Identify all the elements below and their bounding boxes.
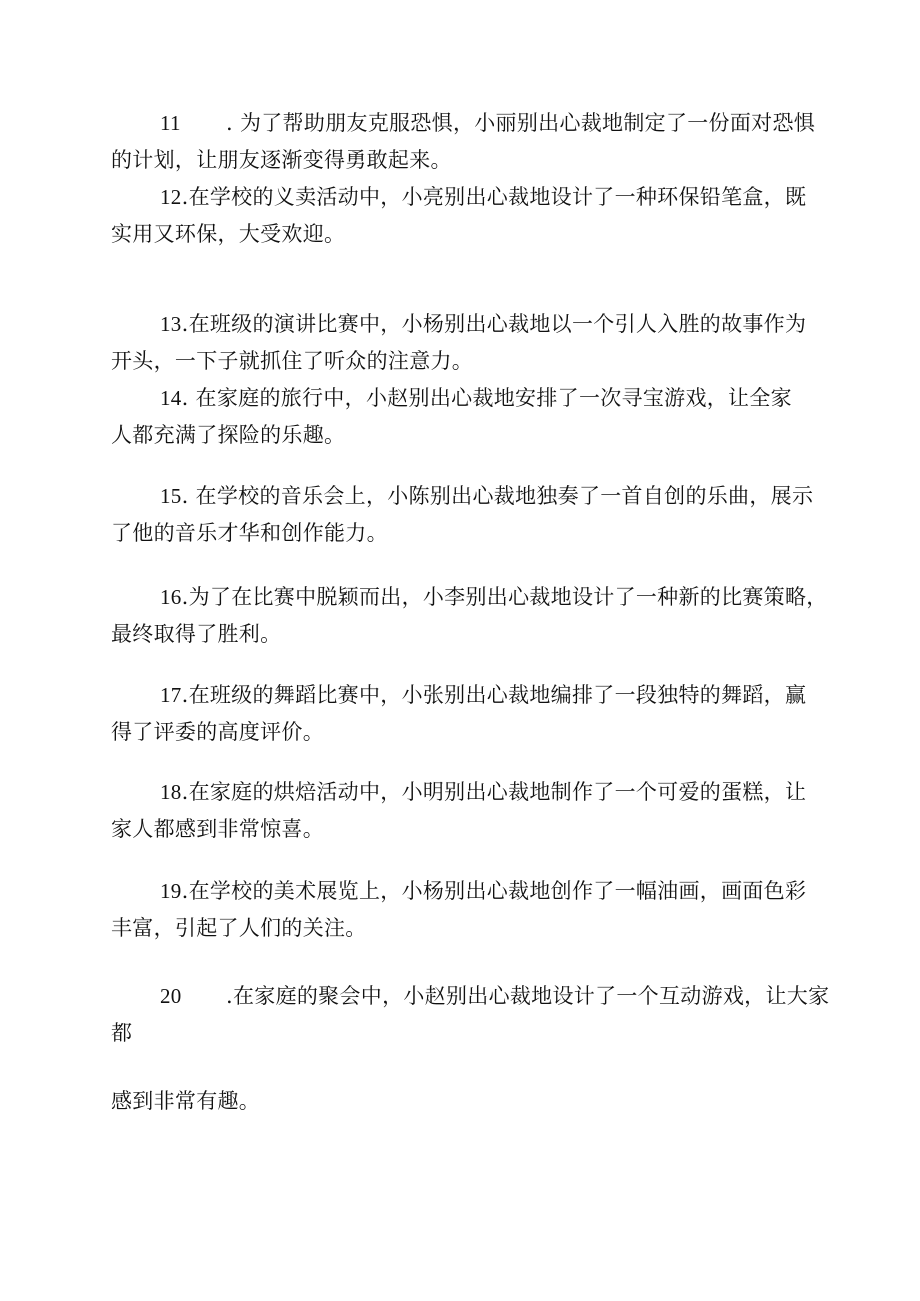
paragraph-line: 丰富，引起了人们的关注。 [111,916,367,940]
paragraph-line [111,774,817,811]
paragraph-text: . 在学校的音乐会上，小陈别出心裁地独奏了一首自创的乐曲，展示 [181,484,814,508]
item-number: 18 [160,780,182,804]
paragraph-line [111,873,817,910]
item-number: 13 [160,312,182,336]
paragraph-line [111,978,830,1015]
item-number: 20 [160,984,182,1008]
paragraph-line [111,306,817,343]
paragraph-text: .在班级的演讲比赛中，小杨别出心裁地以一个引人入胜的故事作为 [181,312,807,336]
paragraph-text: .为了在比赛中脱颖而出，小李别出心裁地设计了一种新的比赛策略， [181,585,828,609]
paragraph-15 [111,478,817,552]
paragraph-line: 实用又环保，大受欢迎。 [111,222,346,246]
paragraph-line: 得了评委的高度评价。 [111,720,324,744]
paragraph-19 [111,873,817,947]
paragraph-line: 都 [111,1021,133,1045]
paragraph-13 [111,306,817,380]
paragraph-text: .在学校的义卖活动中，小亮别出心裁地设计了一种环保铅笔盒，既 [181,185,807,209]
item-number: 17 [160,683,182,707]
item-number: 16 [160,585,182,609]
item-number: 15 [160,484,182,508]
item-number: 19 [160,879,182,903]
paragraph-line: 最终取得了胜利。 [111,622,282,646]
paragraph-14 [111,380,817,454]
paragraph-17 [111,677,817,751]
paragraph-line: 人都充满了探险的乐趣。 [111,423,346,447]
item-number: 14 [160,386,182,410]
paragraph-line [111,105,817,142]
paragraph-line [111,478,817,515]
paragraph-text: . 为了帮助朋友克服恐惧，小丽别出心裁地制定了一份面对恐惧 [226,111,816,135]
paragraph-12 [111,179,817,253]
paragraph-18 [111,774,817,848]
paragraph-line [111,579,828,616]
paragraph-line: 了他的音乐才华和创作能力。 [111,521,388,545]
paragraph-line: 感到非常有趣。 [111,1089,261,1113]
paragraph-11 [111,105,817,179]
paragraph-line [111,380,817,417]
paragraph-line: 开头，一下子就抓住了听众的注意力。 [111,349,474,373]
paragraph-16 [111,579,828,653]
paragraph-line: 的计划，让朋友逐渐变得勇敢起来。 [111,148,452,172]
paragraph-text: .在班级的舞蹈比赛中，小张别出心裁地编排了一段独特的舞蹈，赢 [181,683,807,707]
item-number: 12 [160,185,182,209]
paragraph-line [111,179,817,216]
paragraph-line [111,677,817,714]
item-number: 11 [160,111,181,135]
paragraph-text: .在学校的美术展览上，小杨别出心裁地创作了一幅油画，画面色彩 [181,879,807,903]
paragraph-text: .在家庭的聚会中，小赵别出心裁地设计了一个互动游戏，让大家 [226,984,830,1008]
paragraph-text: . 在家庭的旅行中，小赵别出心裁地安排了一次寻宝游戏，让全家 [181,386,792,410]
paragraph-line: 家人都感到非常惊喜。 [111,817,324,841]
paragraph-text: .在家庭的烘焙活动中，小明别出心裁地制作了一个可爱的蛋糕，让 [181,780,807,804]
paragraph-20 [111,978,830,1120]
